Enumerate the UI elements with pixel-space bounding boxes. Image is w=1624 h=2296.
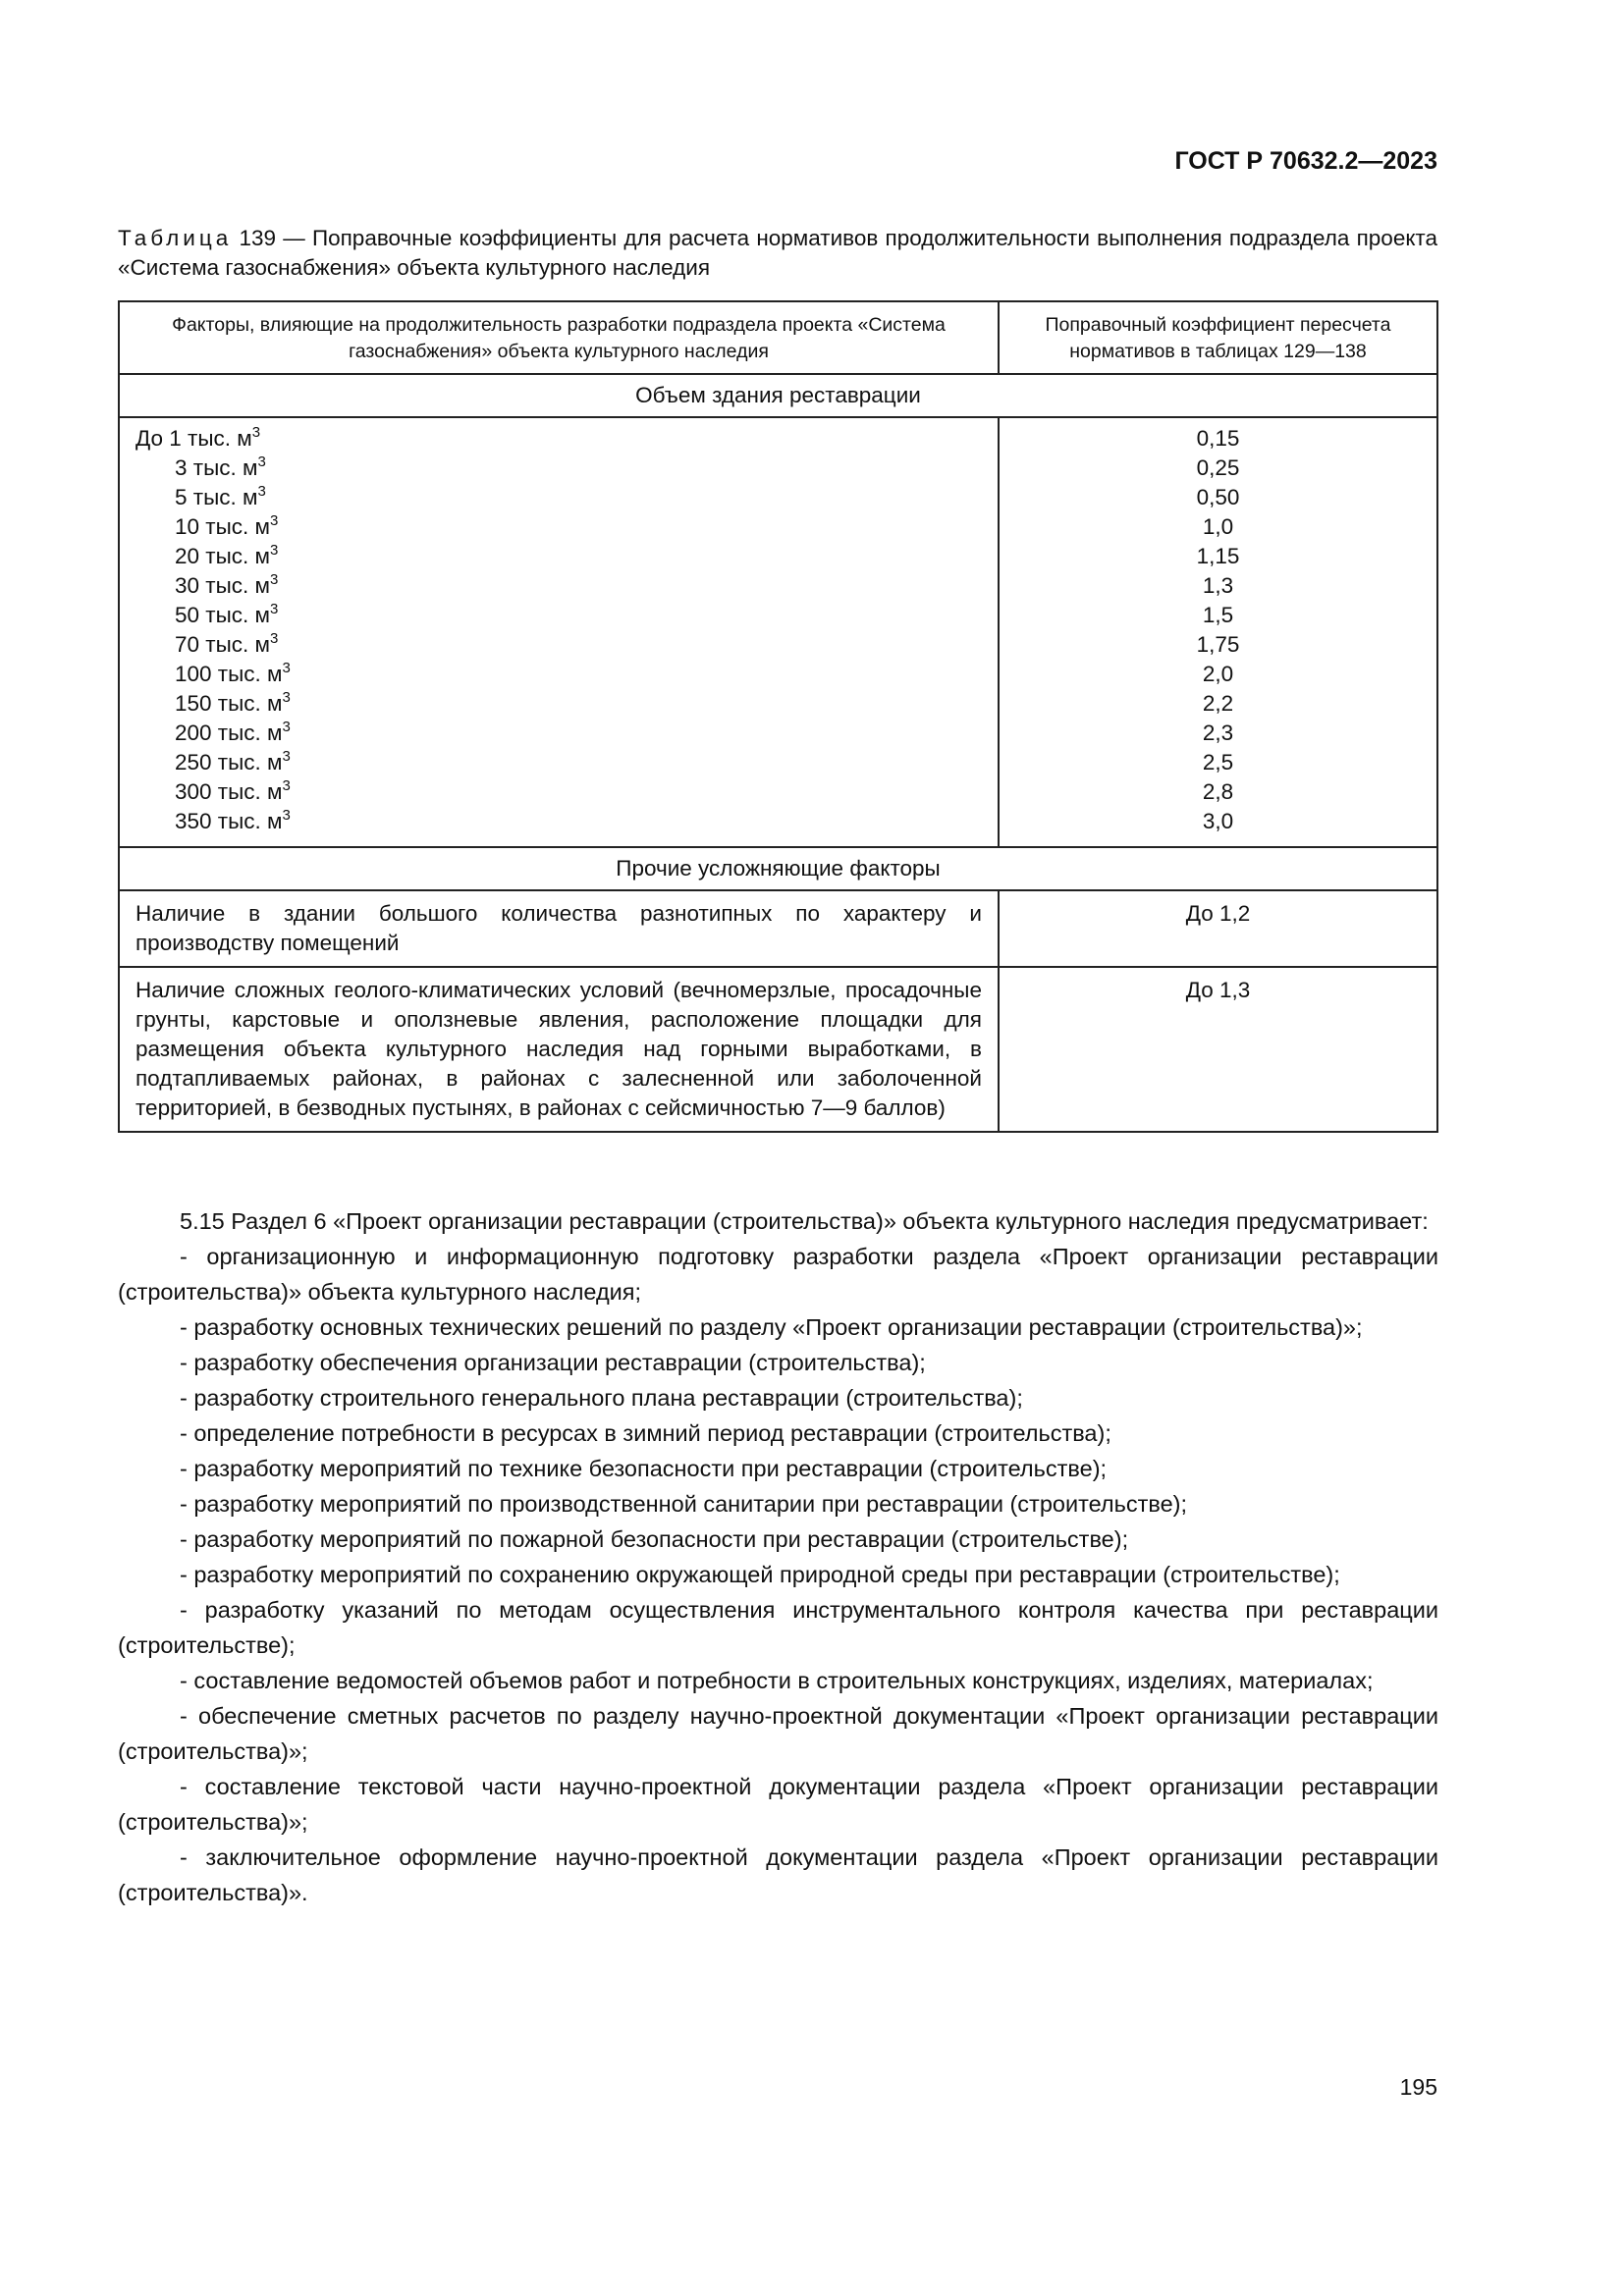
unit-exponent: 3 [282,660,291,676]
volume-label-text: 10 тыс. м [175,514,270,539]
volume-value: 0,15 [1196,426,1240,451]
list-item: - разработку мероприятий по сохранению окружающей природной среды при реставрации (строительстве); [180,1562,1340,1587]
unit-exponent: 3 [257,483,266,500]
unit-exponent: 3 [282,807,291,824]
section-row [119,847,1437,890]
list-item: - разработку обеспечения организации реставрации (строительства); [180,1350,926,1375]
unit-exponent: 3 [269,512,279,529]
volume-value: 1,15 [1196,544,1240,568]
unit-exponent: 3 [251,424,261,441]
volume-value: 0,50 [1196,485,1240,509]
list-item: - обеспечение сметных расчетов по разделу научно-проектной документации «Проект организации реставрации (строительства)»; [118,1703,1438,1764]
list-item: - разработку указаний по методам осуществления инструментального контроля качества при реставрации (строительстве); [118,1597,1438,1658]
volume-label [135,424,982,454]
volume-label-text: 70 тыс. м [175,632,270,657]
section-title-volume: Объем здания реставрации [119,374,1437,417]
table-row [119,967,1437,1132]
factor-value: До 1,2 [999,890,1437,967]
volume-label-text: 30 тыс. м [175,573,270,598]
factor-value: До 1,3 [999,967,1437,1132]
volume-label-text: 350 тыс. м [175,809,283,833]
unit-exponent: 3 [269,630,279,647]
table-header-row [119,301,1437,374]
list-item: - организационную и информационную подготовку разработки раздела «Проект организации реставрации (строительства)» объекта культурного наследия; [118,1244,1438,1305]
volume-label-text: 250 тыс. м [175,750,283,774]
volume-label [135,512,982,542]
document-standard-number: ГОСТ Р 70632.2—2023 [1174,147,1437,175]
table-caption-label: Таблица [118,226,233,250]
section-paragraph: 5.15 Раздел 6 «Проект организации реставрации (строительства)» объекта культурного наследия предусматривает: [180,1208,1429,1234]
volume-label [135,660,982,689]
volume-label [135,454,982,483]
volume-value: 0,25 [1196,455,1240,480]
volume-label-text: 150 тыс. м [175,691,283,716]
volume-label-text: 100 тыс. м [175,662,283,686]
volume-label [135,630,982,660]
list-item: - составление ведомостей объемов работ и потребности в строительных конструкциях, изделиях, материалах; [180,1668,1374,1693]
volume-label [135,483,982,512]
volume-label [135,807,982,836]
volume-value: 2,2 [1202,691,1234,716]
volume-value: 2,8 [1202,779,1234,804]
unit-exponent: 3 [269,571,279,588]
volume-label-text: 20 тыс. м [175,544,270,568]
volume-values-cell [999,417,1437,847]
volume-label-text: 200 тыс. м [175,721,283,745]
list-item: - разработку строительного генерального плана реставрации (строительства); [180,1385,1023,1411]
factor-label: Наличие сложных геолого-климатических условий (вечномерзлые, просадочные грунты, карстовые и оползневые явления, расположение площадки для размещения объекта культурного наследия над горными выработками, в подтапливаемых районах, в районах с залесненной или заболоченной территорией, в безводных пустынях, в районах с сейсмичностью 7—9 баллов) [119,967,999,1132]
volume-label-text: До 1 тыс. м [135,426,252,451]
page-number: 195 [1399,2074,1437,2100]
table-caption [118,224,1437,283]
unit-exponent: 3 [282,777,291,794]
section-title-other: Прочие усложняющие факторы [119,847,1437,890]
volume-label [135,689,982,719]
unit-exponent: 3 [257,454,266,470]
unit-exponent: 3 [282,719,291,735]
correction-coefficients-table [118,300,1438,1133]
volume-label-text: 300 тыс. м [175,779,283,804]
column-header-coefficient: Поправочный коэффициент пересчета нормативов в таблицах 129—138 [999,301,1437,374]
volume-value: 1,3 [1202,573,1234,598]
list-item: - составление текстовой части научно-проектной документации раздела «Проект организации реставрации (строительства)»; [118,1774,1438,1835]
list-item: - разработку мероприятий по пожарной безопасности при реставрации (строительстве); [180,1526,1129,1552]
unit-exponent: 3 [269,601,279,617]
volume-labels-cell [119,417,999,847]
list-item: - заключительное оформление научно-проектной документации раздела «Проект организации реставрации (строительства)». [118,1844,1438,1905]
table-row [119,890,1437,967]
list-item: - разработку мероприятий по технике безопасности при реставрации (строительстве); [180,1456,1108,1481]
volume-value: 2,0 [1202,662,1234,686]
body-text [118,1203,1438,1910]
volume-label-text: 5 тыс. м [175,485,258,509]
table-caption-text: 139 — Поправочные коэффициенты для расчета нормативов продолжительности выполнения подраздела проекта «Система газоснабжения» объекта культурного наследия [118,226,1437,280]
factor-label: Наличие в здании большого количества разнотипных по характеру и производству помещений [119,890,999,967]
list-item: - разработку мероприятий по производственной санитарии при реставрации (строительстве); [180,1491,1187,1517]
unit-exponent: 3 [282,748,291,765]
volume-value: 2,5 [1202,750,1234,774]
volume-label [135,542,982,571]
volume-value: 1,75 [1196,632,1240,657]
volume-label-text: 50 тыс. м [175,603,270,627]
volume-value: 1,0 [1202,514,1234,539]
list-item: - определение потребности в ресурсах в зимний период реставрации (строительства); [180,1420,1111,1446]
column-header-factors: Факторы, влияющие на продолжительность разработки подраздела проекта «Система газоснабжения» объекта культурного наследия [119,301,999,374]
unit-exponent: 3 [282,689,291,706]
unit-exponent: 3 [269,542,279,559]
section-row [119,374,1437,417]
volume-label [135,571,982,601]
volume-rows [119,417,1437,847]
volume-label [135,777,982,807]
volume-value: 3,0 [1202,809,1234,833]
volume-value: 1,5 [1202,603,1234,627]
volume-label [135,601,982,630]
volume-label [135,719,982,748]
volume-label [135,748,982,777]
list-item: - разработку основных технических решений по разделу «Проект организации реставрации (строительства)»; [180,1314,1363,1340]
volume-label-text: 3 тыс. м [175,455,258,480]
volume-value: 2,3 [1202,721,1234,745]
